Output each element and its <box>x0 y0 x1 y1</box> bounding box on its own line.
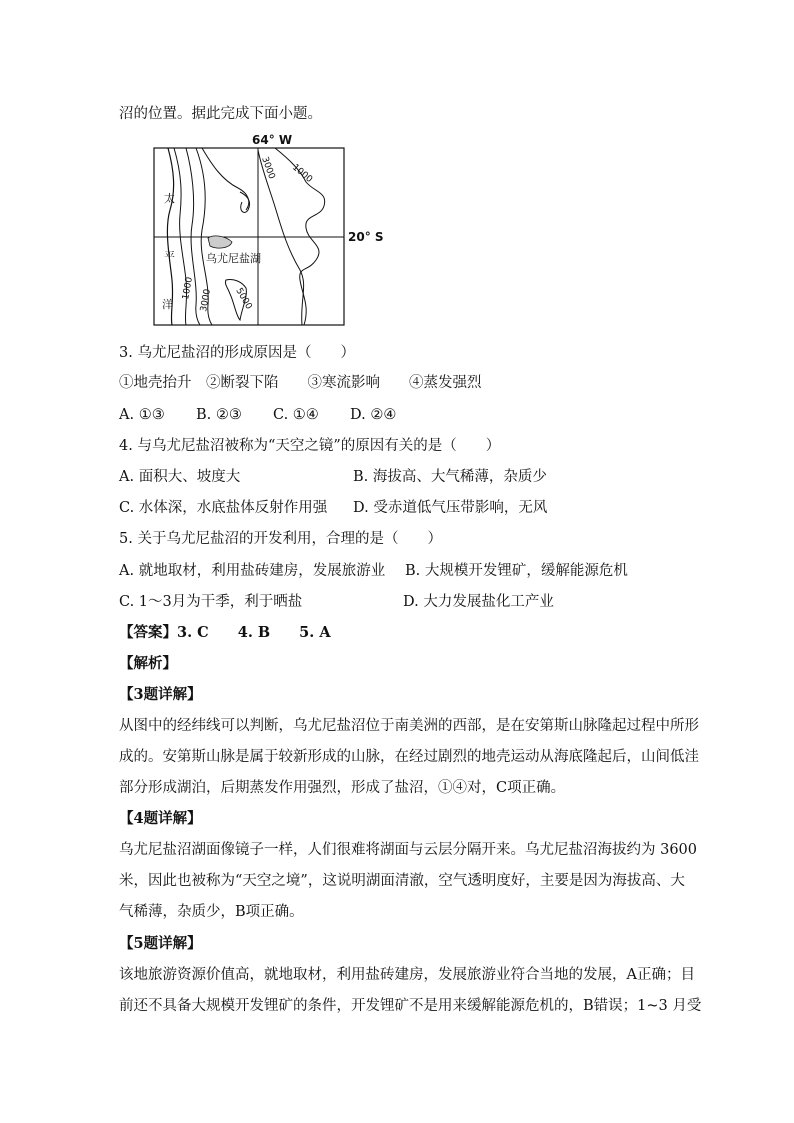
contour-label-5000: 5000 <box>233 286 254 312</box>
q3-option-d: D. ②④ <box>350 407 397 423</box>
q5-option-b: B. 大规模开发锂矿，缓解能源危机 <box>405 563 628 579</box>
q4-stem: 4. 与乌尤尼盐沼被称为“天空之镜”的原因有关的是（ ） <box>119 438 501 454</box>
q5-option-a: A. 就地取材，利用盐砖建房，发展旅游业 <box>119 563 386 579</box>
contour-north <box>202 148 249 210</box>
detail-5-line-1: 该地旅游资源价值高，就地取材，利用盐砖建房，发展旅游业符合当地的发展，A正确；目 <box>119 967 695 983</box>
ocean-char-1: 太 <box>164 192 175 205</box>
detail-4-line-1: 乌尤尼盐沼湖面像镜子一样，人们很难将湖面与云层分隔开来。乌尤尼盐沼海拔约为 3600 <box>119 842 698 858</box>
detail-3-line-2: 成的。安第斯山脉是属于较新形成的山脉，在经过剧烈的地壳运动从海底隆起后，山间低洼 <box>119 749 699 765</box>
latitude-label: 20° S <box>348 230 384 244</box>
detail-5-line-2: 前还不具备大规模开发锂矿的条件，开发锂矿不是用来缓解能源危机的，B错误；1~3 月受 <box>119 998 702 1014</box>
analysis-label: 【解析】 <box>119 655 177 672</box>
detail-4-line-2: 米，因此也被称为“天空之境”，这说明湖面清澈，空气透明度好，主要是因为海拔高、大 <box>119 873 685 889</box>
q3-option-b: B. ②③ <box>196 407 242 423</box>
contour-label-3000-north: 3000 <box>259 155 277 181</box>
longitude-label: 64° W <box>252 133 293 147</box>
detail-3-label: 【3题详解】 <box>119 686 202 703</box>
map-figure <box>130 130 390 330</box>
q4-option-b: B. 海拔高、大气稀薄，杂质少 <box>353 469 547 485</box>
detail-5-label: 【5题详解】 <box>119 935 202 952</box>
detail-3-line-3: 部分形成湖泊，后期蒸发作用强烈，形成了盐沼，①④对，C项正确。 <box>119 780 566 796</box>
ocean-char-2: 平 <box>164 250 175 263</box>
lake-label: 乌尤尼盐湖 <box>206 252 261 265</box>
intro-text: 沼的位置。据此完成下面小题。 <box>119 106 322 122</box>
detail-3-line-1: 从图中的经纬线可以判断，乌尤尼盐沼位于南美洲的西部，是在安第斯山脉隆起过程中所形 <box>119 718 699 734</box>
contour-label-1000-north: 1000 <box>290 162 315 186</box>
q5-option-c: C. 1～3月为干季，利于晒盐 <box>119 594 303 610</box>
contour-label-3000-south: 3000 <box>199 288 213 313</box>
q4-option-d: D. 受赤道低气压带影响，无风 <box>353 500 548 516</box>
salt-flat-map <box>130 130 390 330</box>
contour-north-loop <box>240 192 250 212</box>
answer-line: 【答案】3. C 4. B 5. A <box>119 624 331 641</box>
contour-label-1000-south: 1000 <box>181 276 195 301</box>
ocean-char-3: 洋 <box>162 298 173 311</box>
q3-items: ①地壳抬升 ②断裂下陷 ③寒流影响 ④蒸发强烈 <box>119 375 482 391</box>
detail-4-label: 【4题详解】 <box>119 810 202 827</box>
q4-option-c: C. 水体深，水底盐体反射作用强 <box>119 500 328 516</box>
q5-stem: 5. 关于乌尤尼盐沼的开发利用，合理的是（ ） <box>119 531 442 547</box>
detail-4-line-3: 气稀薄，杂质少，B项正确。 <box>119 904 304 920</box>
lake-shape <box>208 236 232 248</box>
q3-stem: 3. 乌尤尼盐沼的形成原因是（ ） <box>119 345 355 361</box>
q4-option-a: A. 面积大、坡度大 <box>119 469 241 485</box>
q5-option-d: D. 大力发展盐化工产业 <box>403 594 554 610</box>
q3-option-c: C. ①④ <box>273 407 319 423</box>
q3-option-a: A. ①③ <box>119 407 165 423</box>
